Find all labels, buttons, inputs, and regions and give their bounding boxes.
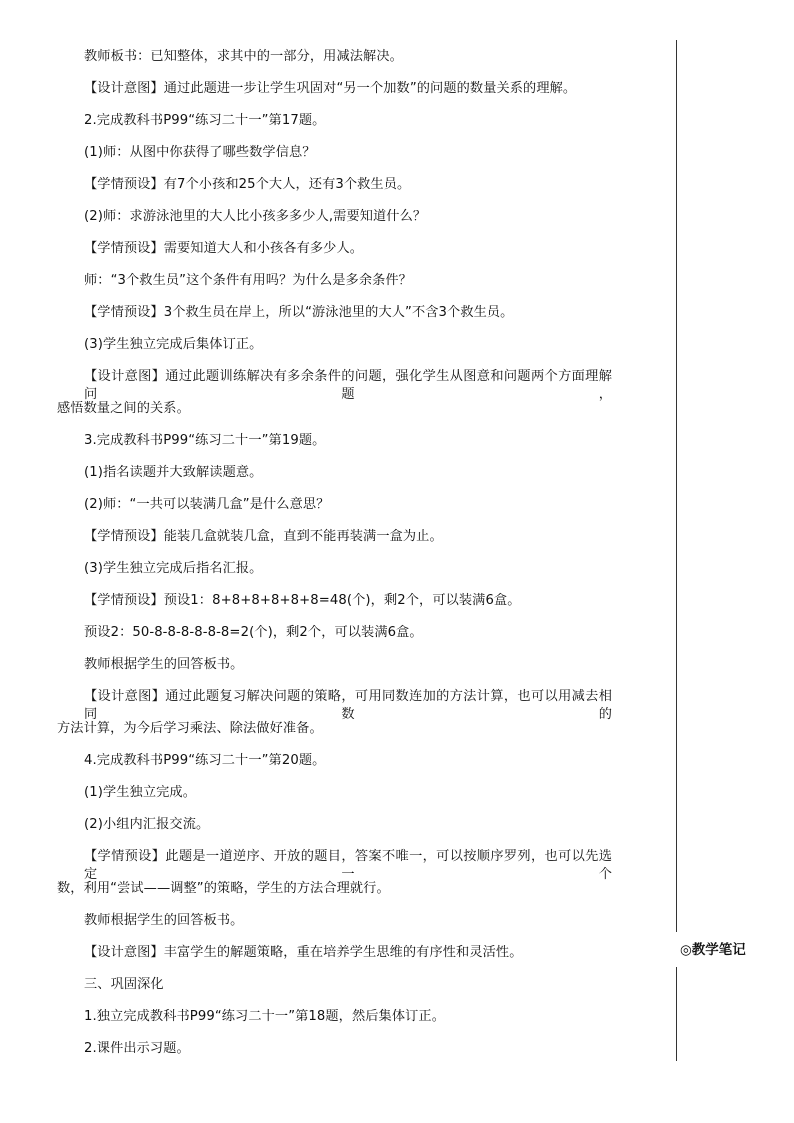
text-line: 感悟数量之间的关系。 <box>57 401 190 416</box>
text-line: (1)师：从图中你获得了哪些数学信息？ <box>84 145 316 160</box>
text-line: 4.完成教科书P99“练习二十一”第20题。 <box>84 753 326 768</box>
text-line: 数，利用“尝试——调整”的策略，学生的方法合理就行。 <box>57 881 390 896</box>
text-line: 方法计算，为今后学习乘法、除法做好准备。 <box>57 721 323 736</box>
text-line: (2)小组内汇报交流。 <box>84 817 210 832</box>
text-line: 【学情预设】3个救生员在岸上，所以“游泳池里的大人”不含3个救生员。 <box>84 305 514 320</box>
text-line: 教师根据学生的回答板书。 <box>84 913 244 928</box>
text-line: 【学情预设】需要知道大人和小孩各有多少人。 <box>84 241 364 256</box>
text-line: (3)学生独立完成后指名汇报。 <box>84 561 263 576</box>
text-line: 【学情预设】能装几盒就装几盒，直到不能再装满一盒为止。 <box>84 529 443 544</box>
text-line: 教师根据学生的回答板书。 <box>84 657 244 672</box>
text-line: 【学情预设】此题是一道逆序、开放的题目，答案不唯一，可以按顺序罗列，也可以先选定一个 <box>84 849 612 882</box>
text-line: (1)指名读题并大致解读题意。 <box>84 465 263 480</box>
text-line: 【学情预设】预设1：8+8+8+8+8+8=48(个)，剩2个，可以装满6盒。 <box>84 593 521 608</box>
teaching-notes-label: ◎教学笔记 <box>680 942 746 958</box>
margin-rule-lower <box>676 967 677 1061</box>
text-line: 【设计意图】通过此题复习解决问题的策略，可用同数连加的方法计算，也可以用减去相同数的 <box>84 689 612 722</box>
text-line: 教师板书：已知整体，求其中的一部分，用减法解决。 <box>84 49 403 64</box>
text-line: (2)师：求游泳池里的大人比小孩多多少人,需要知道什么？ <box>84 209 427 224</box>
text-line: 【学情预设】有7个小孩和25个大人，还有3个救生员。 <box>84 177 411 192</box>
text-line: 2.完成教科书P99“练习二十一”第17题。 <box>84 113 326 128</box>
text-line: 2.课件出示习题。 <box>84 1041 190 1056</box>
text-line: 【设计意图】通过此题训练解决有多余条件的问题，强化学生从图意和问题两个方面理解问题， <box>84 369 612 402</box>
text-line: 【设计意图】丰富学生的解题策略，重在培养学生思维的有序性和灵活性。 <box>84 945 523 960</box>
text-line: 三、巩固深化 <box>84 977 164 992</box>
text-line: 预设2：50-8-8-8-8-8-8=2(个)，剩2个，可以装满6盒。 <box>84 625 423 640</box>
text-line: 师：“3个救生员”这个条件有用吗？为什么是多余条件？ <box>84 273 412 288</box>
text-line: (1)学生独立完成。 <box>84 785 196 800</box>
text-line: 1.独立完成教科书P99“练习二十一”第18题，然后集体订正。 <box>84 1009 445 1024</box>
margin-rule-upper <box>676 40 677 932</box>
text-line: (3)学生独立完成后集体订正。 <box>84 337 263 352</box>
text-line: 3.完成教科书P99“练习二十一”第19题。 <box>84 433 326 448</box>
text-line: 【设计意图】通过此题进一步让学生巩固对“另一个加数”的问题的数量关系的理解。 <box>84 81 577 96</box>
text-line: (2)师：“一共可以装满几盒”是什么意思？ <box>84 497 330 512</box>
